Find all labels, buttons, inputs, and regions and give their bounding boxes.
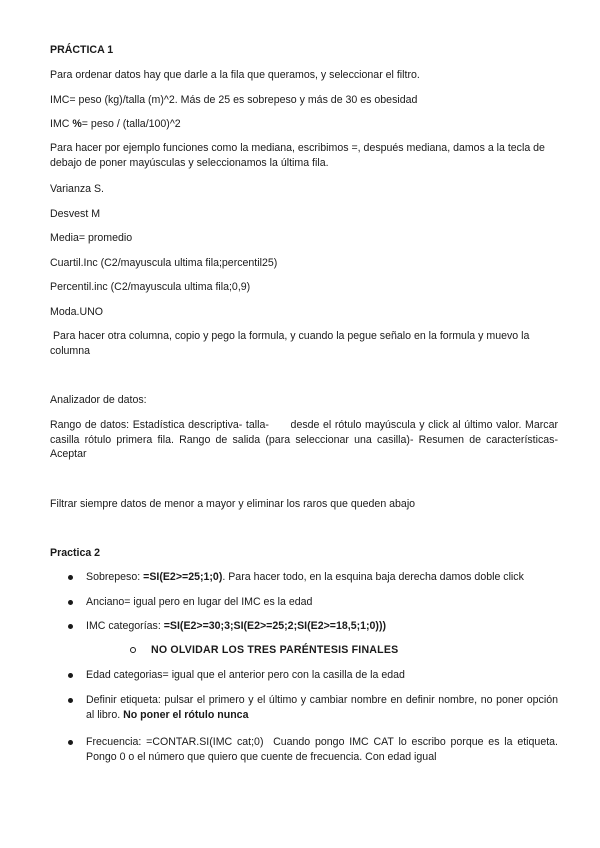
imc-formula: = peso / (talla/100)^2 xyxy=(81,118,181,130)
paragraph-imc-formula: IMC= peso (kg)/talla (m)^2. Más de 25 es sobrepeso y más de 30 es obesidad xyxy=(50,94,418,106)
sobrepeso-label: Sobrepeso: xyxy=(86,571,144,583)
bullet-dot xyxy=(68,575,73,580)
sobrepeso-note: . Para hacer todo, en la esquina baja derecha damos doble click xyxy=(222,571,524,583)
sub-bullet-parentesis: NO OLVIDAR LOS TRES PARÉNTESIS FINALES xyxy=(151,644,399,656)
imc-prefix: IMC xyxy=(50,118,73,130)
sobrepeso-formula: =SI(E2>=25;1;0) xyxy=(143,571,223,583)
paragraph-filtro: Para ordenar datos hay que darle a la fila que queramos, y seleccionar el filtro. xyxy=(50,69,420,81)
bullet-definir-etiqueta xyxy=(86,693,558,722)
bullet-dot xyxy=(68,673,73,678)
practica-1-title: PRÁCTICA 1 xyxy=(50,44,114,56)
paragraph-mediana: Para hacer por ejemplo funciones como la mediana, escribimos =, después mediana, damos a la tecla de debajo de poner mayúsculas y seleccionamos la última fila. xyxy=(50,142,545,169)
paragraph-filtrar: Filtrar siempre datos de menor a mayor y eliminar los raros que queden abajo xyxy=(50,498,416,510)
bullet-dot xyxy=(68,698,73,703)
paragraph-columna: Para hacer otra columna, copio y pego la formula, y cuando la pegue señalo en la formula y muevo la columna xyxy=(50,330,533,357)
imc-categorias-formula: =SI(E2>=30;3;SI(E2>=25;2;SI(E2>=18,5;1;0))) xyxy=(163,620,387,632)
definir-etiqueta-warning: No poner el rótulo nunca xyxy=(123,708,249,721)
bullet-anciano: Anciano= igual pero en lugar del IMC es la edad xyxy=(86,596,313,608)
paragraph-rango-datos: Rango de datos: Estadística descriptiva- talla- desde el rótulo mayúscula y click al último valor. Marcar casilla rótulo primera fila. Rango de salida (para seleccionar una casilla)- Resumen de características- Aceptar xyxy=(50,419,561,460)
imc-percent-sign: % xyxy=(72,118,82,130)
bullet-sobrepeso xyxy=(86,570,558,585)
paragraph-desvest: Desvest M xyxy=(50,208,101,220)
bullet-imc-categorias xyxy=(86,619,558,634)
bullet-dot xyxy=(68,740,73,745)
paragraph-varianza: Varianza S. xyxy=(50,183,104,195)
paragraph-percentil: Percentil.inc (C2/mayuscula ultima fila;0,9) xyxy=(50,281,251,293)
paragraph-analizador-heading: Analizador de datos: xyxy=(50,394,147,406)
sub-bullet-circle xyxy=(130,647,136,653)
paragraph-imc-percent xyxy=(50,117,181,131)
paragraph-cuartil: Cuartil.Inc (C2/mayuscula ultima fila;percentil25) xyxy=(50,257,278,269)
bullet-dot xyxy=(68,600,73,605)
bullet-edad-categorias: Edad categorias= igual que el anterior pero con la casilla de la edad xyxy=(86,669,405,681)
paragraph-media: Media= promedio xyxy=(50,232,133,244)
imc-categorias-label: IMC categorías: xyxy=(86,620,164,632)
bullet-dot xyxy=(68,624,73,629)
definir-etiqueta-text: Definir etiqueta: pulsar el primero y el último y cambiar nombre en definir nombre, no poner opción al libro. xyxy=(86,694,558,721)
practica-2-title: Practica 2 xyxy=(50,547,101,559)
paragraph-moda: Moda.UNO xyxy=(50,306,103,318)
bullet-frecuencia: Frecuencia: =CONTAR.SI(IMC cat;0) Cuando pongo IMC CAT lo escribo porque es la etiqueta. Pongo 0 o el número que quiero que cuente de frecuencia. Con edad igual xyxy=(86,736,561,763)
